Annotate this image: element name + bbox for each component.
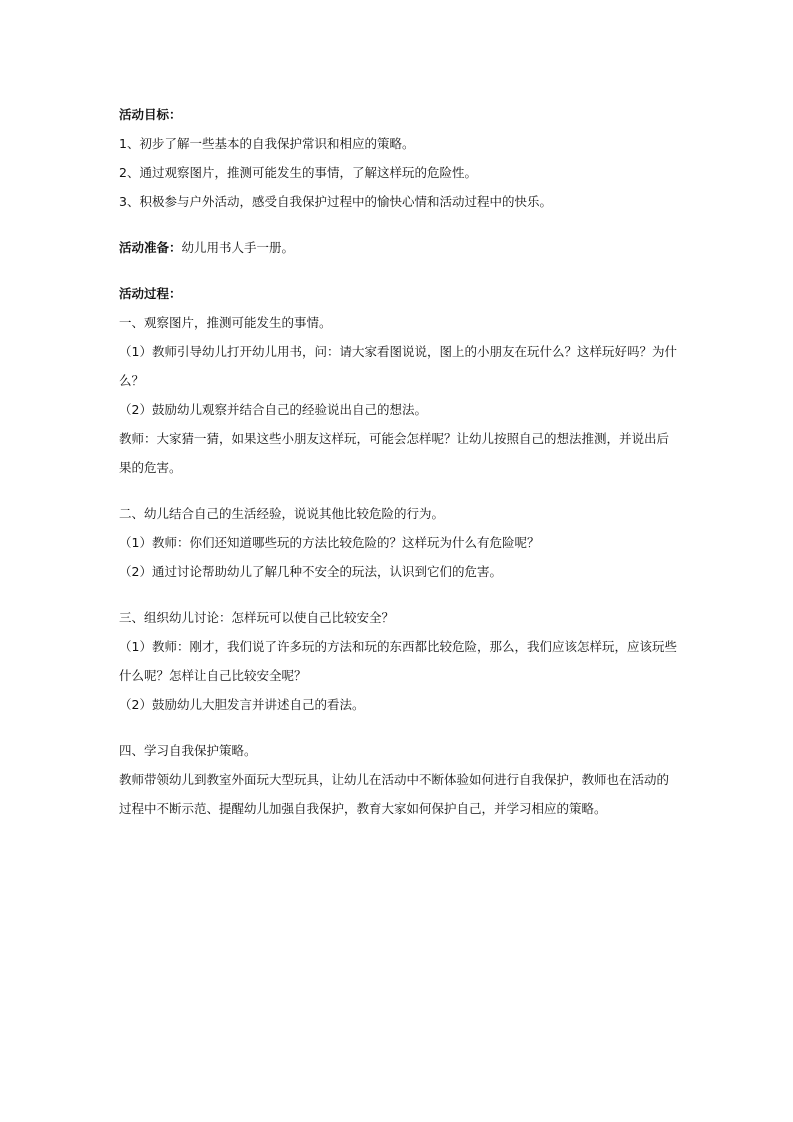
section-title: 一、观察图片，推测可能发生的事情。 xyxy=(119,315,332,330)
spacer xyxy=(119,719,679,736)
section-title: 四、学习自我保护策略。 xyxy=(119,743,257,758)
goal-item: 3、积极参与户外活动，感受自我保护过程中的愉快心情和活动过程中的快乐。 xyxy=(119,194,552,209)
section-line: （2）通过讨论帮助幼儿了解几种不安全的玩法，认识到它们的危害。 xyxy=(119,564,502,579)
section-line: （1）教师：你们还知道哪些玩的方法比较危险的？这样玩为什么有危险呢？ xyxy=(119,535,540,550)
document-content xyxy=(119,100,679,823)
spacer xyxy=(119,586,679,603)
spacer xyxy=(119,216,679,233)
section-title: 二、幼儿结合自己的生活经验，说说其他比较危险的行为。 xyxy=(119,506,445,521)
prep-text: 幼儿用书人手一册。 xyxy=(181,240,295,255)
section-line: （1）教师引导幼儿打开幼儿用书，问：请大家看图说说，图上的小朋友在玩什么？这样玩好吗？为什么？ xyxy=(119,344,677,388)
prep-paragraph xyxy=(119,233,679,262)
goals-heading: 活动目标： xyxy=(119,107,182,122)
section-line: 教师：大家猜一猜，如果这些小朋友这样玩，可能会怎样呢？让幼儿按照自己的想法推测，并说出后果的危害。 xyxy=(119,431,670,475)
section-line: （2）鼓励幼儿观察并结合自己的经验说出自己的想法。 xyxy=(119,402,427,417)
section-title: 三、组织幼儿讨论：怎样玩可以使自己比较安全？ xyxy=(119,610,395,625)
goal-item: 2、通过观察图片，推测可能发生的事情，了解这样玩的危险性。 xyxy=(119,165,477,180)
prep-heading: 活动准备： xyxy=(119,240,182,255)
spacer xyxy=(119,262,679,279)
process-heading: 活动过程： xyxy=(119,286,182,301)
section-line: （1）教师：刚才，我们说了许多玩的方法和玩的东西都比较危险，那么，我们应该怎样玩，应该玩些什么呢？怎样让自己比较安全呢？ xyxy=(119,639,677,683)
section-line: （2）鼓励幼儿大胆发言并讲述自己的看法。 xyxy=(119,697,365,712)
spacer xyxy=(119,482,679,499)
goal-item: 1、初步了解一些基本的自我保护常识和相应的策略。 xyxy=(119,136,415,151)
section-line: 教师带领幼儿到教室外面玩大型玩具，让幼儿在活动中不断体验如何进行自我保护，教师也在活动的过程中不断示范、提醒幼儿加强自我保护，教育大家如何保护自己，并学习相应的策略。 xyxy=(119,772,670,816)
